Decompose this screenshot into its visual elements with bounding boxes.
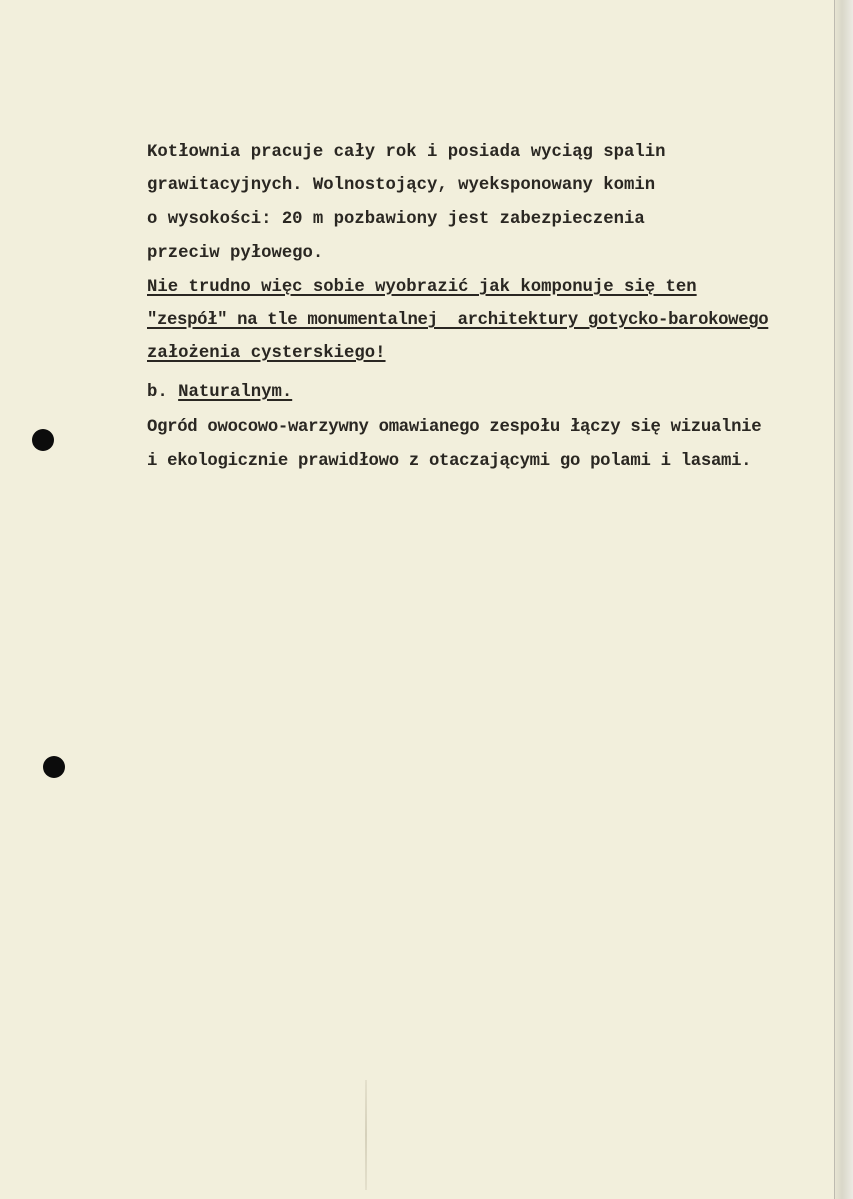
text-line: o wysokości: 20 m pozbawiony jest zabezpieczenia (147, 210, 645, 229)
underlined-line: "zespół" na tle monumentalnej architektury gotycko-barokowego (147, 311, 769, 330)
punch-hole (43, 756, 65, 778)
underlined-line: założenia cysterskiego! (147, 344, 386, 363)
text-line: grawitacyjnych. Wolnostojący, wyeksponowany komin (147, 176, 656, 195)
punch-hole (32, 429, 54, 451)
text-line: przeciw pyłowego. (147, 244, 324, 263)
text-line: Kotłownia pracuje cały rok i posiada wyciąg spalin (147, 143, 666, 162)
text-line: i ekologicznie prawidłowo z otaczającymi go polami i lasami. (147, 452, 752, 471)
section-heading (147, 383, 292, 403)
text-line: Ogród owocowo-warzywny omawianego zespołu łączy się wizualnie (147, 418, 762, 437)
paper-fold (365, 1080, 367, 1190)
page-edge (835, 0, 853, 1199)
underlined-line: Nie trudno więc sobie wyobrazić jak komponuje się ten (147, 278, 697, 297)
section-title: Naturalnym. (178, 383, 293, 402)
page-edge-line (834, 0, 835, 1199)
section-prefix: b. (147, 383, 179, 402)
